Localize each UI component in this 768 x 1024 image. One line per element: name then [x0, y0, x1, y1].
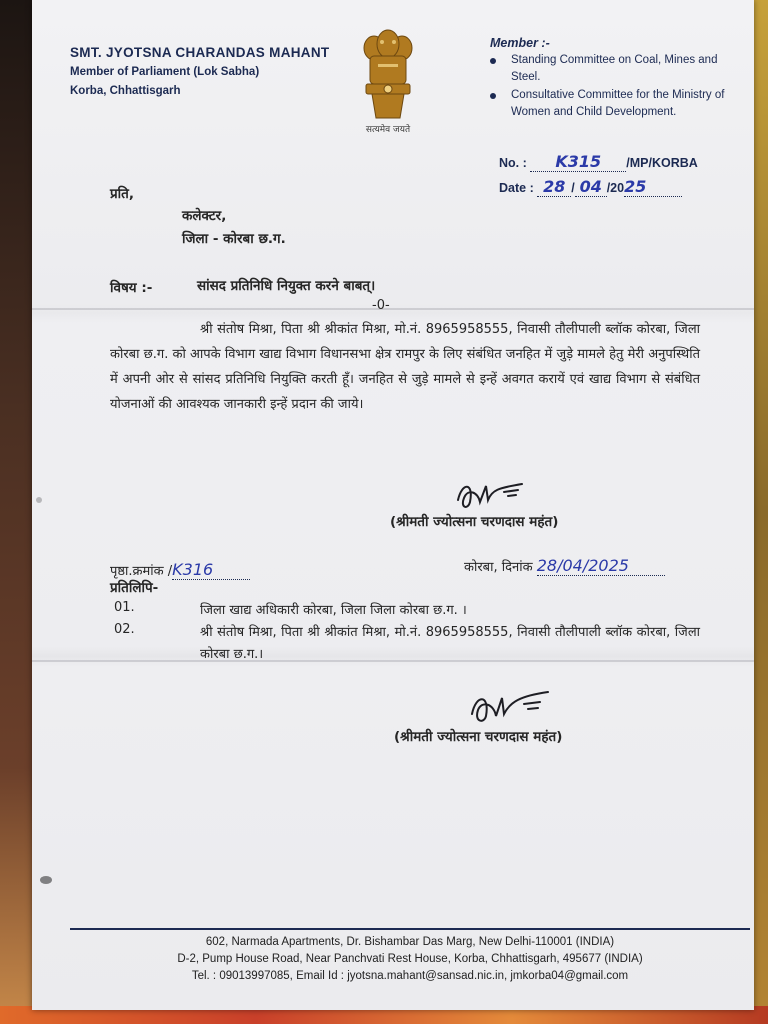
copy-label: प्रतिलिपि-	[110, 580, 159, 596]
footer-rule	[70, 928, 750, 930]
footer-address-korba: D-2, Pump House Road, Near Panchvati Rest House, Korba, Chhattisgarh, 495677 (INDIA)	[177, 953, 643, 965]
letter-date-label: Date :	[499, 181, 534, 195]
recipient-line-2: जिला - कोरबा छ.ग.	[182, 231, 286, 247]
membership-list	[487, 52, 727, 122]
endorsement-place-date-label: कोरबा, दिनांक	[464, 560, 533, 575]
endorsement-ref-line	[110, 560, 250, 580]
date-month: 04	[579, 177, 602, 196]
sender-name: SMT. JYOTSNA CHARANDAS MAHANT	[70, 45, 330, 60]
ink-smudge	[36, 497, 42, 503]
copy-item-text: जिला खाद्य अधिकारी कोरबा, जिला जिला कोरबा छ.ग. ।	[200, 603, 467, 618]
letter-paper	[32, 0, 754, 1010]
membership-item: Standing Committee on Coal, Mines and Steel.	[487, 52, 727, 86]
signature-mark	[466, 688, 556, 728]
national-emblem-icon	[356, 26, 420, 126]
copy-item-number: 01.	[114, 600, 135, 615]
letter-number-label: No. :	[499, 156, 527, 170]
endorsement-date-value: 28/04/2025	[536, 556, 629, 575]
signatory-name: (श्रीमती ज्योत्सना चरणदास महंत)	[394, 729, 563, 745]
signature-mark	[452, 478, 532, 514]
endorsement-date-line	[464, 556, 665, 576]
signatory-name: (श्रीमती ज्योत्सना चरणदास महंत)	[390, 514, 559, 530]
subject-text: सांसद प्रतिनिधि नियुक्त करने बाबत्।	[197, 278, 376, 294]
member-title: Member :-	[490, 36, 550, 50]
footer-contact: Tel. : 09013997085, Email Id : jyotsna.mahant@sansad.nic.in, jmkorba04@gmail.com	[191, 970, 629, 982]
background-left	[0, 0, 34, 1024]
footer-address-delhi: 602, Narmada Apartments, Dr. Bishambar Das Marg, New Delhi-110001 (INDIA)	[205, 936, 615, 948]
letter-date-line: Date : 28 / 04 /2025	[499, 177, 682, 197]
subject-label: विषय :-	[110, 280, 153, 296]
letter-body: श्री संतोष मिश्रा, पिता श्री श्रीकांत मिश्रा, मो.नं. 8965958555, निवासी तौलीपाली ब्लॉक कोरबा, जिला कोरबा छ.ग. को आपके विभाग खाद्य विभाग विधानसभा क्षेत्र रामपुर के लिए संबंधित जनहित में जुड़े मामले हेतु मेरी अनुपस्थिति में अपनी ओर से सांसद प्रतिनिधि नियुक्ति करती हूँ। जनहित से जुड़े मामले से इन्हें अवगत करायें एवं खाद्य विभाग से संबंधित योजनाओं की आवश्यक जानकारी इन्हें प्रदान की जाये।	[110, 322, 700, 412]
date-year: 25	[624, 177, 647, 196]
letter-number-value: K315	[555, 152, 602, 171]
membership-item: Consultative Committee for the Ministry of Women and Child Development.	[487, 87, 727, 121]
to-label: प्रति,	[110, 186, 135, 202]
ink-smudge	[40, 876, 52, 884]
date-day: 28	[543, 177, 566, 196]
emblem-caption: सत्यमेव जयते	[365, 125, 411, 135]
copy-item-text: श्री संतोष मिश्रा, पिता श्री श्रीकांत मिश्रा, मो.नं. 8965958555, निवासी तौलीपाली ब्लॉक कोरबा, जिला कोरबा छ.ग.।	[200, 625, 700, 662]
sender-location: Korba, Chhattisgarh	[70, 85, 181, 97]
letter-number-suffix: /MP/KORBA	[626, 156, 698, 170]
letter-number-line	[499, 152, 698, 172]
separator: -0-	[372, 298, 390, 313]
date-year-prefix: /20	[606, 181, 625, 195]
sender-designation: Member of Parliament (Lok Sabha)	[70, 66, 260, 78]
recipient-line-1: कलेक्टर,	[182, 208, 227, 224]
endorsement-ref-value: K316	[172, 560, 214, 579]
endorsement-ref-label: पृष्ठा.क्रमांक /	[110, 564, 173, 579]
fold-line	[32, 308, 754, 310]
copy-item-number: 02.	[114, 622, 135, 637]
